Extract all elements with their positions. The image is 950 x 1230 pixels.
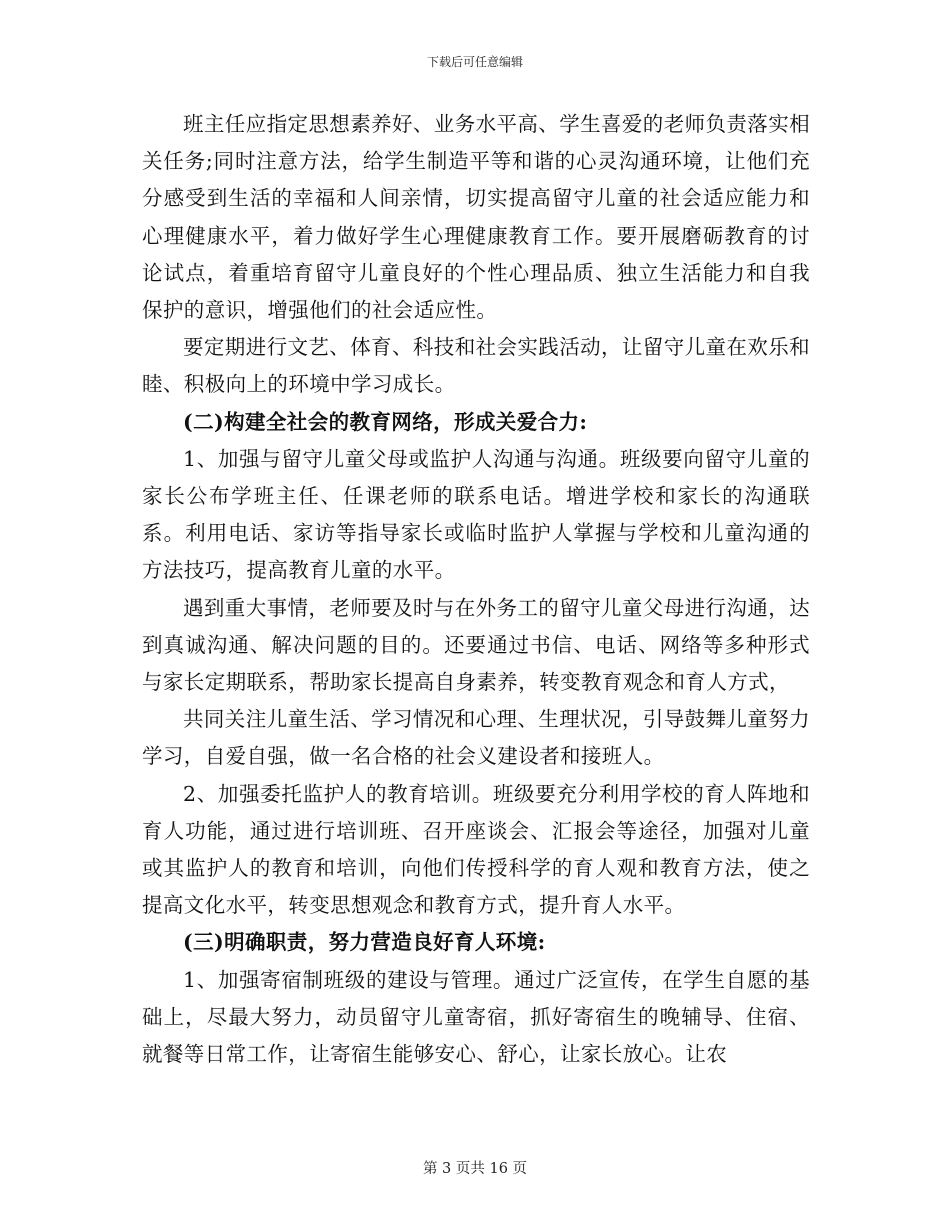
section-heading-3: (三)明确职责，努力营造良好育人环境:: [183, 930, 546, 955]
paragraph-1: 班主任应指定思想素养好、业务水平高、学生喜爱的老师负责落实相关任务;同时注意方法，给学生制造平等和谐的心灵沟通环境，让他们充分感受到生活的幸福和人间亲情，切实提高留守儿童的社会适应能力和心理健康水平，着力做好学生心理健康教育工作。要开展磨砺教育的讨论试点，着重培育留守儿童良好的个性心理品质、独立生活能力和自我保护的意识，增强他们的社会适应性。: [142, 112, 810, 323]
paragraph-7: 1、加强寄宿制班级的建设与管理。通过广泛宣传，在学生自愿的基础上，尽最大努力，动员留守儿童寄宿，抓好寄宿生的晚辅导、住宿、就餐等日常工作，让寄宿生能够安心、舒心，让家长放心。让农: [142, 967, 810, 1067]
document-body: [142, 106, 810, 1073]
page-number: 第 3 页共 16 页: [422, 1161, 528, 1177]
paragraph-2: 要定期进行文艺、体育、科技和社会实践活动，让留守儿童在欢乐和睦、积极向上的环境中学习成长。: [142, 335, 810, 397]
section-heading-2: (二)构建全社会的教育网络，形成关爱合力:: [183, 409, 588, 434]
paragraph-3: 1、加强与留守儿童父母或监护人沟通与沟通。班级要向留守儿童的家长公布学班主任、任课老师的联系电话。增进学校和家长的沟通联系。利用电话、家访等指导家长或临时监护人掌握与学校和儿童沟通的方法技巧，提高教育儿童的水平。: [142, 446, 810, 583]
paragraph-5: 共同关注儿童生活、学习情况和心理、生理状况，引导鼓舞儿童努力学习，自爱自强，做一名合格的社会义建设者和接班人。: [142, 707, 810, 769]
page-header-note: 下载后可任意编辑: [426, 55, 523, 69]
paragraph-4: 遇到重大事情，老师要及时与在外务工的留守儿童父母进行沟通，达到真诚沟通、解决问题的目的。还要通过书信、电话、网络等多种形式与家长定期联系，帮助家长提高自身素养，转变教育观念和育人方式，: [142, 595, 810, 695]
paragraph-6: 2、加强委托监护人的教育培训。班级要充分利用学校的育人阵地和育人功能，通过进行培训班、召开座谈会、汇报会等途径，加强对儿童或其监护人的教育和培训，向他们传授科学的育人观和教育方法，使之提高文化水平，转变思想观念和教育方式，提升育人水平。: [142, 781, 810, 918]
